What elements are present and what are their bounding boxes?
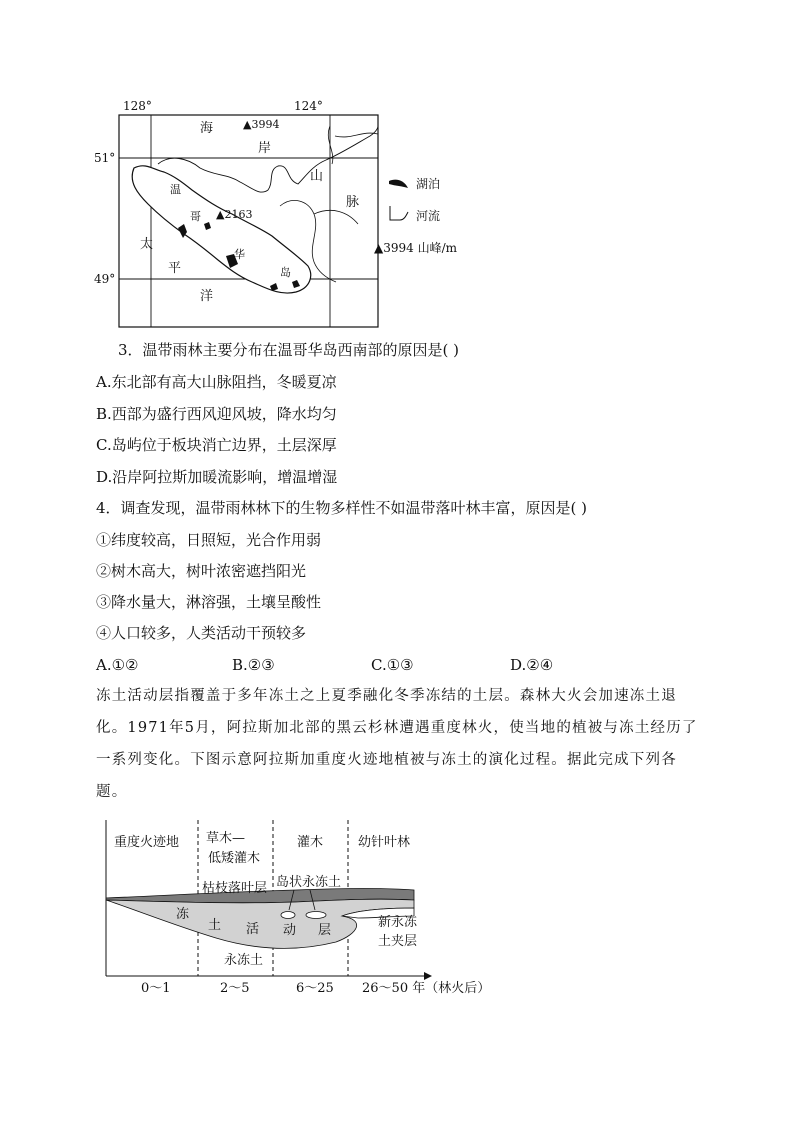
stage-label: 幼针叶林 (358, 835, 411, 850)
lat-label-49: 49° (94, 272, 116, 286)
stage-label: 重度火迹地 (114, 835, 180, 850)
island-char: 哥 (190, 210, 201, 223)
q4-item-1: ①纬度较高，日照短，光合作用弱 (96, 531, 322, 549)
q3-option-a[interactable]: A.东北部有高大山脉阻挡，冬暖夏凉 (96, 373, 337, 391)
passage-line: 一系列变化。下图示意阿拉斯加重度火迹地植被与冻土的演化过程。据此完成下列各 (96, 752, 677, 768)
q4-item-4: ④人口较多，人类活动干预较多 (96, 624, 307, 642)
ocean-char: 太 (140, 237, 154, 252)
permafrost-evolution-diagram (96, 816, 516, 1006)
island-char: 华 (234, 248, 245, 261)
island-permafrost-label: 岛状永冻土 (276, 875, 342, 890)
legend-peak-label: ▲3994 山峰/m (374, 241, 458, 255)
active-layer-char: 冻 (176, 907, 190, 922)
island-char: 温 (170, 183, 181, 196)
q4-item-3: ③降水量大，淋溶强，土壤呈酸性 (96, 593, 322, 611)
ocean-char: 平 (168, 261, 182, 276)
passage (96, 680, 706, 808)
new-layer-label-2: 土夹层 (378, 934, 418, 949)
q4-option-b[interactable]: B.②③ (232, 656, 275, 674)
q4-option-d[interactable]: D.②④ (510, 656, 554, 674)
lat-label-51: 51° (94, 151, 116, 165)
litter-label: 枯枝落叶层 (202, 881, 268, 896)
map-frame (119, 115, 378, 327)
q4-option-a[interactable]: A.①② (96, 656, 139, 674)
mainland-coastline (158, 126, 378, 192)
coast-range-char: 脉 (346, 195, 360, 210)
legend-river-label: 河流 (416, 209, 441, 223)
q4-option-c[interactable]: C.①③ (371, 656, 414, 674)
axis-tick: 6～25 (296, 981, 334, 996)
island-permafrost-2 (306, 912, 326, 919)
active-layer-char: 动 (283, 923, 297, 938)
island-permafrost-1 (281, 912, 295, 919)
peak-3994: ▲3994 (243, 118, 280, 131)
legend-lake-label: 湖泊 (416, 177, 441, 191)
permafrost-label: 永冻土 (224, 953, 264, 968)
legend-lake-icon (389, 180, 408, 188)
axis-tick: 0～1 (141, 981, 171, 996)
lon-label-124: 124° (294, 99, 323, 113)
active-layer-char: 土 (208, 918, 222, 933)
active-layer-char: 活 (246, 922, 260, 937)
ocean-char: 洋 (200, 289, 214, 304)
lon-label-128: 128° (123, 99, 152, 113)
vancouver-island-map (94, 96, 480, 336)
q3-stem: 3．温带雨林主要分布在温哥华岛西南部的原因是( ) (118, 341, 460, 359)
axis-tick: 26～50 年（林火后） (362, 981, 491, 996)
q3-option-c[interactable]: C.岛屿位于板块消亡边界，土层深厚 (96, 436, 337, 454)
stage-label: 低矮灌木 (208, 851, 261, 866)
coast-range-char: 海 (200, 121, 214, 136)
passage-line: 化。1971年5月，阿拉斯加北部的黑云杉林遭遇重度林火，使当地的植被与冻土经历了 (96, 720, 698, 736)
peak-2163: ▲2163 (216, 208, 253, 221)
stage-label: 草木— (206, 831, 246, 846)
legend-river-icon (390, 206, 408, 220)
new-layer-label-1: 新永冻 (378, 915, 418, 930)
passage-line: 题。 (96, 784, 128, 800)
q4-item-2: ②树木高大，树叶浓密遮挡阳光 (96, 562, 307, 580)
active-layer (106, 899, 414, 948)
stage-label: 灌木 (297, 835, 324, 850)
axis-arrow (424, 972, 432, 980)
active-layer-char: 层 (318, 923, 332, 938)
q3-option-d[interactable]: D.沿岸阿拉斯加暖流影响，增温增湿 (96, 468, 338, 486)
passage-line: 冻土活动层指覆盖于多年冻土之上夏季融化冬季冻结的土层。森林大火会加速冻土退 (96, 688, 677, 704)
coast-range-char: 山 (310, 169, 324, 184)
coast-range-char: 岸 (258, 141, 272, 156)
q4-stem: 4．调查发现，温带雨林林下的生物多样性不如温带落叶林丰富，原因是( ) (96, 499, 588, 517)
river-tributary (314, 210, 358, 224)
island-char: 岛 (280, 266, 291, 279)
q3-option-b[interactable]: B.西部为盛行西风迎风坡，降水均匀 (96, 405, 337, 423)
axis-tick: 2～5 (220, 981, 250, 996)
